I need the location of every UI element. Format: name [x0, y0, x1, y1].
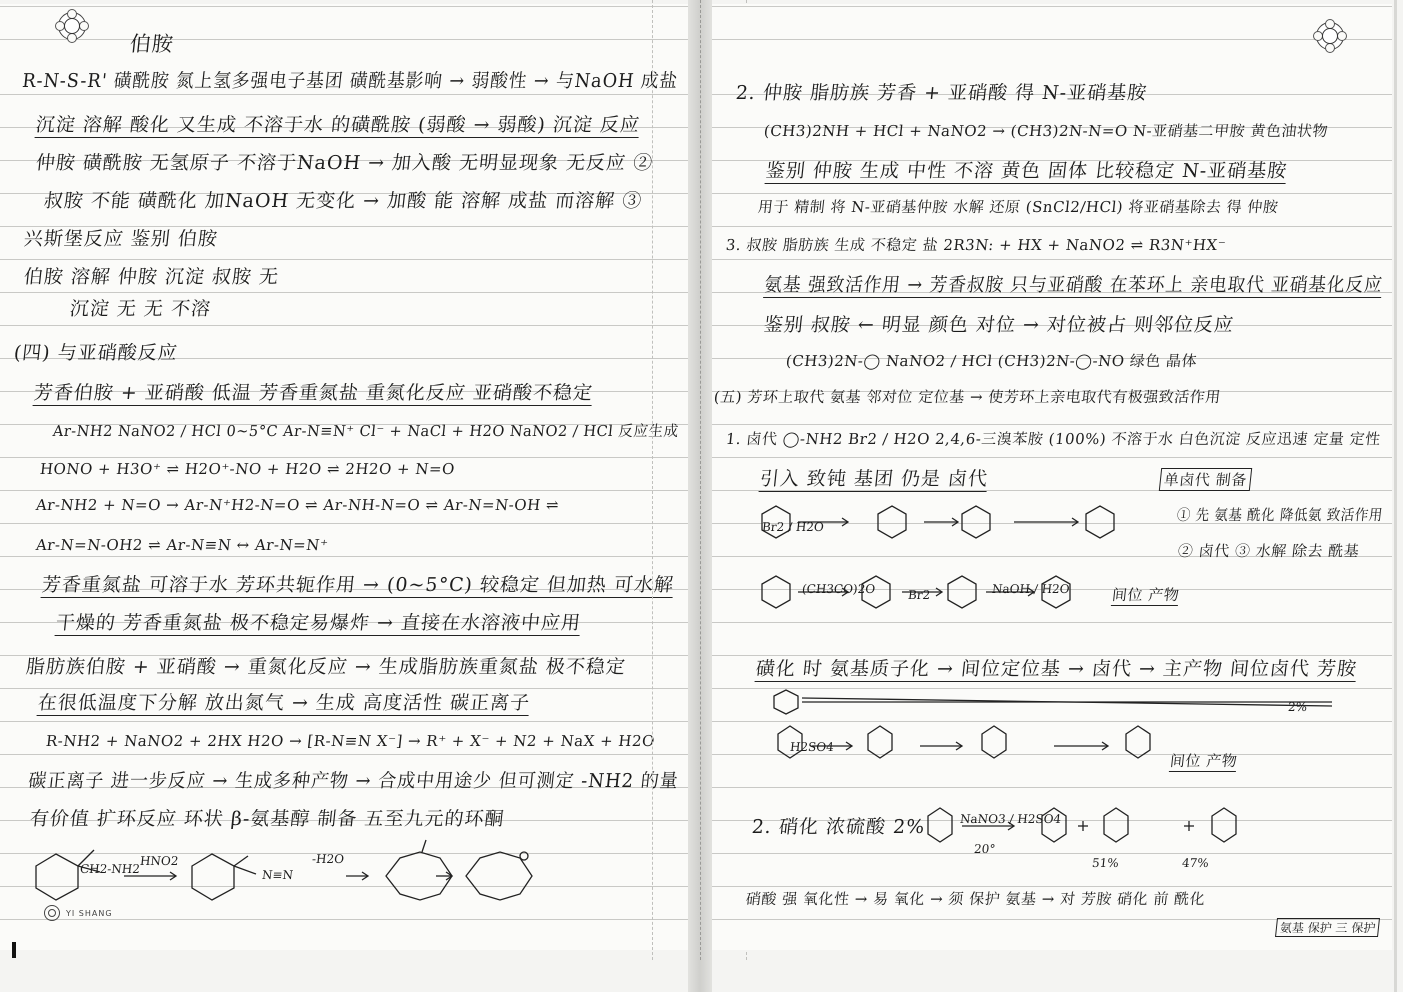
equation-line: Ar-NH2 + N=O → Ar-N⁺H2-N=O ⇌ Ar-NH-N=O ⇌ Ar-N=N-OH ⇌ — [35, 496, 560, 514]
section-heading: 3. 叔胺 脂肪族 生成 不稳定 盐 2R3N: + HX + NaNO2 ⇌ R3N⁺HX⁻ — [725, 236, 1228, 254]
scheme-label: NaNO3 / H2SO4 — [959, 812, 1062, 826]
note-line: 鉴别 叔胺 ← 明显 颜色 对位 → 对位被占 则邻位反应 — [762, 314, 1236, 336]
note-line: 有价值 扩环反应 环状 β-氨基醇 制备 五至九元的环酮 — [28, 808, 506, 830]
margin-line — [652, 0, 653, 960]
scheme-label: Br2 / H2O — [761, 520, 825, 534]
note-line: 沉淀 溶解 酸化 又生成 不溶于水 的磺酰胺 (弱酸 → 弱酸) 沉淀 反应 — [35, 110, 642, 138]
note-line: 硝酸 强 氧化性 → 易 氧化 → 须 保护 氨基 → 对 芳胺 硝化 前 酰化 — [745, 890, 1207, 908]
note-line: 氨基 强致活作用 → 芳香叔胺 只与亚硝酸 在苯环上 亲电取代 亚硝基化反应 — [763, 270, 1384, 298]
note-line: 磺化 时 氨基质子化 → 间位定位基 → 卤代 → 主产物 间位卤代 芳胺 — [755, 654, 1359, 682]
scheme-label: (CH3CO)2O — [801, 582, 876, 596]
scheme-label: 51% — [1091, 856, 1120, 870]
monohalogenation-scheme — [752, 494, 1152, 614]
equation-line: HONO + H3O⁺ ⇌ H2O⁺-NO + H2O ⇌ 2H2O + N=O — [39, 460, 456, 478]
meta-halogenation-scheme — [772, 686, 1372, 786]
scheme-label: 47% — [1181, 856, 1210, 870]
scheme-label: CH2-NH2 — [79, 862, 141, 876]
note-line: 沉淀 无 无 不溶 — [68, 298, 213, 320]
note-line: 仲胺 磺酰胺 无氢原子 不溶于NaOH → 加入酸 无明显现象 无反应 ② — [34, 152, 655, 174]
equation-line: Ar-NH2 NaNO2 / HCl 0~5°C Ar-N≡N⁺ Cl⁻ + NaCl + H2O NaNO2 / HCl 反应生成 — [51, 422, 680, 440]
note-line: 伯胺 溶解 仲胺 沉淀 叔胺 无 — [22, 266, 281, 288]
section-heading: 2. 硝化 浓硫酸 2% — [750, 816, 927, 838]
note-line: 1. 卤代 ◯-NH2 Br2 / H2O 2,4,6-三溴苯胺 (100%) 不溶于水 白色沉淀 反应迅速 定量 定性 — [725, 430, 1382, 448]
note-line: 芳香伯胺 + 亚硝酸 低温 芳香重氮盐 重氮化反应 亚硝酸不稳定 — [33, 378, 595, 406]
note-line: 兴斯堡反应 鉴别 伯胺 — [22, 228, 220, 250]
note-line: R-N-S-R' 磺酰胺 氮上氢多强电子基团 磺酰基影响 → 弱酸性 → 与NaOH 成盐 — [21, 70, 680, 92]
equation-line: (CH3)2N-◯ NaNO2 / HCl (CH3)2N-◯-NO 绿色 晶体 — [785, 352, 1199, 370]
note-line: 碳正离子 进一步反应 → 生成多种产物 → 合成中用途少 但可测定 -NH2 的量 — [27, 770, 680, 792]
section-heading: (五) 芳环上取代 氨基 邻对位 定位基 → 使芳环上亲电取代有极强致活作用 — [713, 388, 1222, 406]
scheme-label: HNO2 — [139, 854, 180, 868]
boxed-note: 单卤代 制备 — [1159, 468, 1252, 491]
scheme-label: 20° — [973, 842, 997, 856]
equation-line: R-NH2 + NaNO2 + 2HX H2O → [R-N≡N X⁻] → R⁺ + X⁻ + N2 + NaX + H2O — [45, 732, 656, 750]
equation-line: Ar-N=N-OH2 ⇌ Ar-N≡N ↔ Ar-N=N⁺ — [35, 536, 330, 554]
scheme-label: -H2O — [311, 852, 345, 866]
scheme-label: N≡N — [261, 868, 294, 882]
scheme-label: Br2 — [907, 588, 931, 602]
note-line: 芳香重氮盐 可溶于水 芳环共轭作用 → (0~5°C) 较稳定 但加热 可水解 — [41, 570, 676, 598]
equation-line: (CH3)2NH + HCl + NaNO2 → (CH3)2N-N=O N-亚硝基二甲胺 黄色油状物 — [763, 122, 1329, 140]
note-line: 叔胺 不能 磺酰化 加NaOH 无变化 → 加酸 能 溶解 成盐 而溶解 ③ — [42, 190, 644, 212]
page-title: 伯胺 — [128, 32, 176, 56]
note-line: 脂肪族伯胺 + 亚硝酸 → 重氮化反应 → 生成脂肪族重氮盐 极不稳定 — [24, 656, 628, 678]
scheme-label: NaOH / H2O — [991, 582, 1071, 596]
note-line: 引入 致钝 基团 仍是 卤代 — [759, 464, 990, 492]
scan-mark — [12, 942, 16, 958]
scheme-label: H2SO4 — [789, 740, 835, 754]
flower-logo-icon — [1316, 22, 1344, 50]
note-line: 间位 产物 — [1111, 586, 1181, 604]
note-line: 用于 精制 将 N-亚硝基仲胺 水解 还原 (SnCl2/HCl) 将亚硝基除去 得 仲胺 — [757, 198, 1280, 216]
section-heading: 2. 仲胺 脂肪族 芳香 + 亚硝酸 得 N-亚硝基胺 — [734, 82, 1149, 104]
note-line: ① 先 氨基 酰化 降低氨 致活作用 — [1175, 506, 1384, 524]
right-page — [712, 4, 1392, 950]
gutter-line — [700, 0, 701, 960]
scheme-label: 2% — [1287, 700, 1308, 714]
note-line: 鉴别 仲胺 生成 中性 不溶 黄色 固体 比较稳定 N-亚硝基胺 — [765, 156, 1289, 184]
note-line: 干燥的 芳香重氮盐 极不稳定易爆炸 → 直接在水溶液中应用 — [55, 608, 583, 636]
footer-brand — [44, 905, 113, 921]
flower-logo-icon — [58, 12, 86, 40]
boxed-note: 氨基 保护 三 保护 — [1275, 918, 1380, 937]
note-line: ② 卤代 ③ 水解 除去 酰基 — [1177, 542, 1361, 560]
note-line: 间位 产物 — [1169, 752, 1239, 770]
brand-name: YI SHANG — [66, 908, 113, 918]
section-heading: (四) 与亚硝酸反应 — [12, 342, 179, 364]
left-page — [0, 4, 688, 950]
note-line: 在很低温度下分解 放出氮气 → 生成 高度活性 碳正离子 — [37, 688, 532, 716]
brand-logo-icon — [44, 905, 60, 921]
scan-edge — [1394, 0, 1397, 992]
